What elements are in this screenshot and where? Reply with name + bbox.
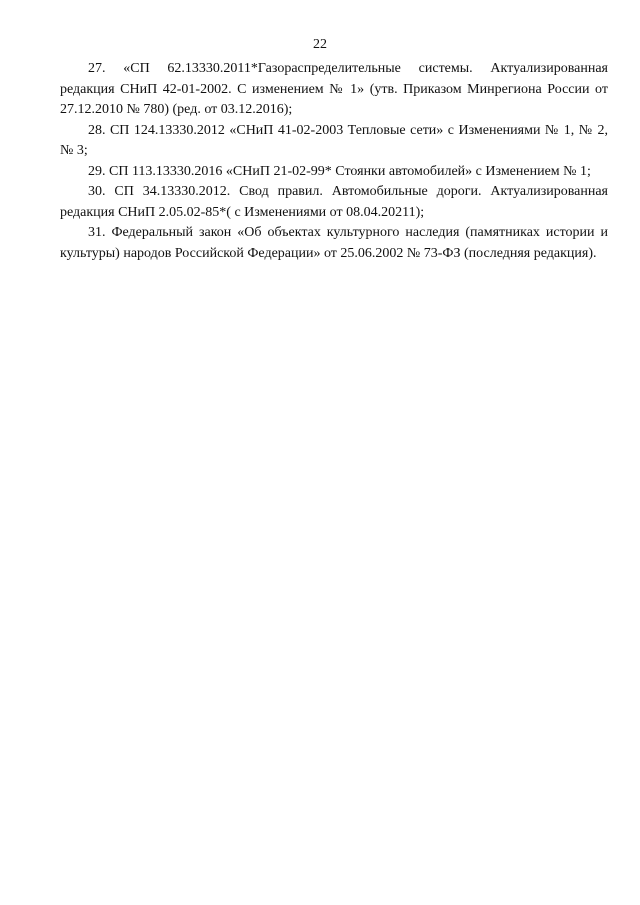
reference-list (60, 59, 608, 264)
list-item: 28. СП 124.13330.2012 «СНиП 41-02-2003 Тепловые сети» с Изменениями № 1, № 2, № 3; (60, 122, 608, 158)
list-item: 31. Федеральный закон «Об объектах культурного наследия (памятниках истории и культуры) народов Российской Федерации» от 25.06.2002 № 73-ФЗ (последняя редакция). (60, 225, 608, 261)
page-number: 22 (313, 37, 327, 52)
list-item: 27. «СП 62.13330.2011*Газораспределительные системы. Актуализированная редакция СНиП 42-01-2002. С изменением № 1» (утв. Приказом Минрегиона России от 27.12.2010 № 780) (ред. от 03.12.2016); (60, 61, 608, 117)
list-item: 30. СП 34.13330.2012. Свод правил. Автомобильные дороги. Актуализированная редакция СНиП 2.05.02-85*( с Изменениями от 08.04.20211); (60, 184, 608, 220)
list-item: 29. СП 113.13330.2016 «СНиП 21-02-99* Стоянки автомобилей» с Изменением № 1; (88, 163, 591, 179)
